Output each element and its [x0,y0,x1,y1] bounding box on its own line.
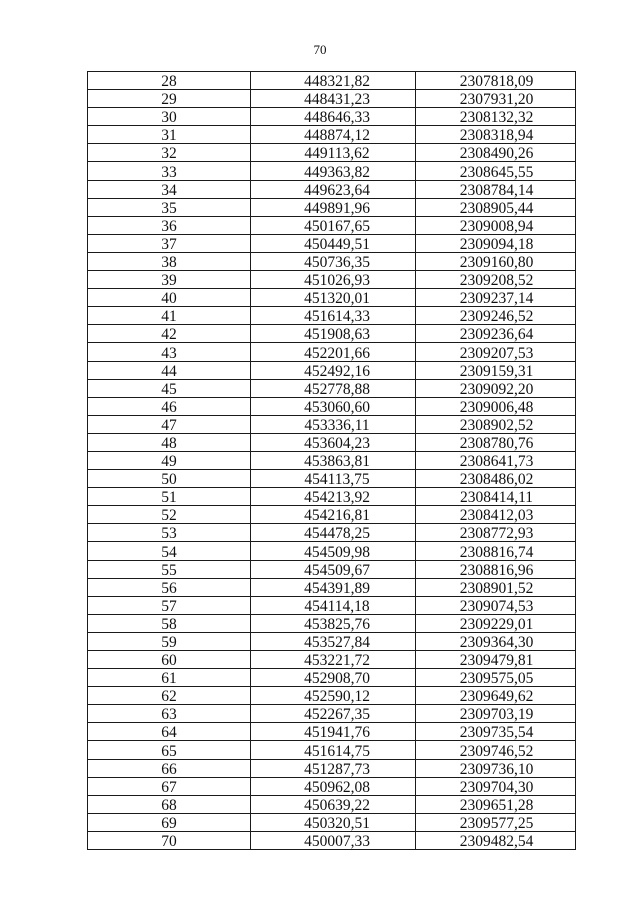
table-row [88,397,576,415]
x-coordinate-cell: 451908,63 [251,325,416,343]
point-number-cell: 58 [88,614,251,632]
table-row [88,669,576,687]
y-coordinate-cell: 2308318,94 [416,126,576,144]
y-coordinate-cell: 2309246,52 [416,307,576,325]
x-coordinate-cell: 450639,22 [251,795,416,813]
y-coordinate-cell: 2308901,52 [416,578,576,596]
point-number-cell: 43 [88,343,251,361]
point-number-cell: 63 [88,705,251,723]
x-coordinate-cell: 451287,73 [251,759,416,777]
point-number-cell: 57 [88,596,251,614]
table-row [88,234,576,252]
table-row [88,813,576,831]
x-coordinate-cell: 452267,35 [251,705,416,723]
point-number-cell: 54 [88,542,251,560]
page-number: 70 [313,42,327,57]
y-coordinate-cell: 2309159,31 [416,361,576,379]
table-row [88,271,576,289]
x-coordinate-cell: 451614,75 [251,741,416,759]
table-row [88,108,576,126]
y-coordinate-cell: 2309577,25 [416,813,576,831]
table-row [88,506,576,524]
point-number-cell: 62 [88,687,251,705]
y-coordinate-cell: 2308816,96 [416,560,576,578]
table-row [88,578,576,596]
y-coordinate-cell: 2308490,26 [416,144,576,162]
x-coordinate-cell: 450320,51 [251,813,416,831]
y-coordinate-cell: 2309236,64 [416,325,576,343]
table-row [88,361,576,379]
y-coordinate-cell: 2309482,54 [416,831,576,849]
x-coordinate-cell: 453336,11 [251,415,416,433]
x-coordinate-cell: 448321,82 [251,72,416,90]
x-coordinate-cell: 451026,93 [251,271,416,289]
table-row [88,72,576,90]
coordinates-table-body [88,72,576,850]
x-coordinate-cell: 454478,25 [251,524,416,542]
table-row [88,542,576,560]
point-number-cell: 60 [88,651,251,669]
table-row [88,180,576,198]
point-number-cell: 53 [88,524,251,542]
table-row [88,325,576,343]
x-coordinate-cell: 450167,65 [251,216,416,234]
x-coordinate-cell: 450449,51 [251,234,416,252]
point-number-cell: 36 [88,216,251,234]
y-coordinate-cell: 2309237,14 [416,289,576,307]
table-row [88,451,576,469]
x-coordinate-cell: 448431,23 [251,90,416,108]
table-row [88,488,576,506]
table-row [88,162,576,180]
y-coordinate-cell: 2308132,32 [416,108,576,126]
x-coordinate-cell: 454509,98 [251,542,416,560]
y-coordinate-cell: 2308816,74 [416,542,576,560]
table-row [88,741,576,759]
point-number-cell: 64 [88,723,251,741]
x-coordinate-cell: 448874,12 [251,126,416,144]
x-coordinate-cell: 453604,23 [251,433,416,451]
table-row [88,216,576,234]
point-number-cell: 34 [88,180,251,198]
x-coordinate-cell: 449113,62 [251,144,416,162]
x-coordinate-cell: 448646,33 [251,108,416,126]
y-coordinate-cell: 2309229,01 [416,614,576,632]
point-number-cell: 56 [88,578,251,596]
y-coordinate-cell: 2309651,28 [416,795,576,813]
y-coordinate-cell: 2309735,54 [416,723,576,741]
point-number-cell: 29 [88,90,251,108]
table-row [88,252,576,270]
y-coordinate-cell: 2308641,73 [416,451,576,469]
point-number-cell: 42 [88,325,251,343]
table-row [88,343,576,361]
y-coordinate-cell: 2308645,55 [416,162,576,180]
x-coordinate-cell: 453863,81 [251,451,416,469]
point-number-cell: 47 [88,415,251,433]
x-coordinate-cell: 452778,88 [251,379,416,397]
point-number-cell: 31 [88,126,251,144]
y-coordinate-cell: 2308412,03 [416,506,576,524]
point-number-cell: 48 [88,433,251,451]
x-coordinate-cell: 451614,33 [251,307,416,325]
coordinates-table [87,71,576,850]
y-coordinate-cell: 2307931,20 [416,90,576,108]
point-number-cell: 59 [88,632,251,650]
table-row [88,90,576,108]
y-coordinate-cell: 2309704,30 [416,777,576,795]
point-number-cell: 35 [88,198,251,216]
y-coordinate-cell: 2309364,30 [416,632,576,650]
x-coordinate-cell: 450962,08 [251,777,416,795]
table-row [88,687,576,705]
table-row [88,651,576,669]
y-coordinate-cell: 2309074,53 [416,596,576,614]
x-coordinate-cell: 449623,64 [251,180,416,198]
table-row [88,795,576,813]
y-coordinate-cell: 2308780,76 [416,433,576,451]
point-number-cell: 70 [88,831,251,849]
point-number-cell: 44 [88,361,251,379]
point-number-cell: 30 [88,108,251,126]
x-coordinate-cell: 449363,82 [251,162,416,180]
x-coordinate-cell: 454391,89 [251,578,416,596]
point-number-cell: 41 [88,307,251,325]
table-row [88,307,576,325]
y-coordinate-cell: 2309479,81 [416,651,576,669]
x-coordinate-cell: 453825,76 [251,614,416,632]
x-coordinate-cell: 449891,96 [251,198,416,216]
point-number-cell: 52 [88,506,251,524]
y-coordinate-cell: 2308414,11 [416,488,576,506]
point-number-cell: 32 [88,144,251,162]
y-coordinate-cell: 2309207,53 [416,343,576,361]
table-row [88,831,576,849]
x-coordinate-cell: 451320,01 [251,289,416,307]
point-number-cell: 51 [88,488,251,506]
point-number-cell: 40 [88,289,251,307]
table-row [88,759,576,777]
point-number-cell: 67 [88,777,251,795]
y-coordinate-cell: 2309575,05 [416,669,576,687]
point-number-cell: 38 [88,252,251,270]
x-coordinate-cell: 451941,76 [251,723,416,741]
x-coordinate-cell: 454114,18 [251,596,416,614]
x-coordinate-cell: 454509,67 [251,560,416,578]
x-coordinate-cell: 453527,84 [251,632,416,650]
y-coordinate-cell: 2309703,19 [416,705,576,723]
point-number-cell: 50 [88,470,251,488]
x-coordinate-cell: 452590,12 [251,687,416,705]
table-row [88,144,576,162]
point-number-cell: 37 [88,234,251,252]
table-row [88,126,576,144]
table-row [88,560,576,578]
x-coordinate-cell: 450007,33 [251,831,416,849]
y-coordinate-cell: 2309736,10 [416,759,576,777]
x-coordinate-cell: 453221,72 [251,651,416,669]
y-coordinate-cell: 2309160,80 [416,252,576,270]
y-coordinate-cell: 2309092,20 [416,379,576,397]
x-coordinate-cell: 452492,16 [251,361,416,379]
table-row [88,289,576,307]
x-coordinate-cell: 453060,60 [251,397,416,415]
x-coordinate-cell: 450736,35 [251,252,416,270]
table-row [88,198,576,216]
x-coordinate-cell: 454216,81 [251,506,416,524]
point-number-cell: 33 [88,162,251,180]
x-coordinate-cell: 454113,75 [251,470,416,488]
y-coordinate-cell: 2308902,52 [416,415,576,433]
y-coordinate-cell: 2309094,18 [416,234,576,252]
point-number-cell: 66 [88,759,251,777]
point-number-cell: 69 [88,813,251,831]
y-coordinate-cell: 2309008,94 [416,216,576,234]
point-number-cell: 61 [88,669,251,687]
y-coordinate-cell: 2309208,52 [416,271,576,289]
y-coordinate-cell: 2309649,62 [416,687,576,705]
point-number-cell: 28 [88,72,251,90]
table-row [88,614,576,632]
x-coordinate-cell: 452908,70 [251,669,416,687]
table-row [88,705,576,723]
y-coordinate-cell: 2307818,09 [416,72,576,90]
point-number-cell: 45 [88,379,251,397]
table-row [88,723,576,741]
table-row [88,524,576,542]
x-coordinate-cell: 452201,66 [251,343,416,361]
table-row [88,433,576,451]
table-row [88,777,576,795]
x-coordinate-cell: 454213,92 [251,488,416,506]
table-row [88,415,576,433]
table-row [88,632,576,650]
y-coordinate-cell: 2309746,52 [416,741,576,759]
table-row [88,596,576,614]
point-number-cell: 65 [88,741,251,759]
y-coordinate-cell: 2308905,44 [416,198,576,216]
table-row [88,470,576,488]
point-number-cell: 49 [88,451,251,469]
table-row [88,379,576,397]
point-number-cell: 46 [88,397,251,415]
y-coordinate-cell: 2308784,14 [416,180,576,198]
point-number-cell: 68 [88,795,251,813]
point-number-cell: 39 [88,271,251,289]
point-number-cell: 55 [88,560,251,578]
y-coordinate-cell: 2308772,93 [416,524,576,542]
y-coordinate-cell: 2309006,48 [416,397,576,415]
y-coordinate-cell: 2308486,02 [416,470,576,488]
